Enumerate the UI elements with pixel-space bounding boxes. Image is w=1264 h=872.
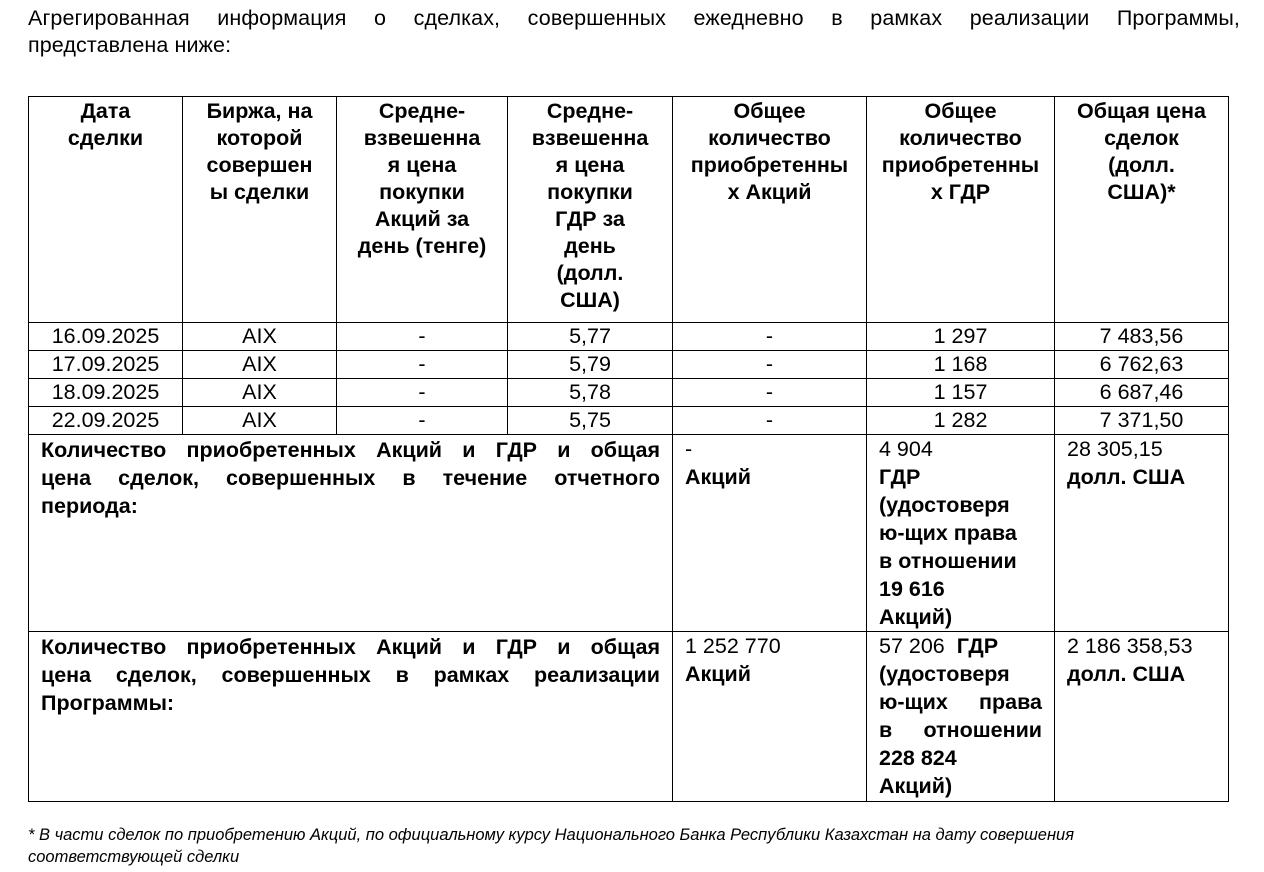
cell-avg-share-price: - (337, 379, 508, 407)
header-avg-share-price: Средне- взвешенна я цена покупки Акций за день (тенге) (337, 97, 508, 323)
program-summary-label: Количество приобретенных Акций и ГДР и общая цена сделок, совершенных в рамках реализации Программы: (29, 632, 673, 802)
table-header-row (29, 97, 1229, 323)
header-total-shares: Общее количество приобретенны х Акций (673, 97, 867, 323)
period-summary-shares: - Акций (673, 435, 867, 632)
cell-date: 22.09.2025 (29, 407, 183, 435)
cell-total-gdr: 1 168 (867, 351, 1055, 379)
cell-total-shares: - (673, 379, 867, 407)
cell-total-price: 7 371,50 (1055, 407, 1229, 435)
cell-exchange: AIX (183, 379, 337, 407)
header-total-price: Общая цена сделок (долл. США)* (1055, 97, 1229, 323)
deals-table (28, 96, 1229, 802)
cell-total-shares: - (673, 351, 867, 379)
cell-avg-gdr-price: 5,79 (508, 351, 673, 379)
table-row (29, 323, 1229, 351)
cell-total-gdr: 1 297 (867, 323, 1055, 351)
period-summary-total: 28 305,15 долл. США (1055, 435, 1229, 632)
header-exchange: Биржа, на которой совершен ы сделки (183, 97, 337, 323)
cell-total-price: 7 483,56 (1055, 323, 1229, 351)
header-avg-gdr-price: Средне- взвешенна я цена покупки ГДР за день (долл. США) (508, 97, 673, 323)
cell-total-shares: - (673, 407, 867, 435)
cell-avg-gdr-price: 5,78 (508, 379, 673, 407)
period-summary-gdr: 4 904 ГДР (удостоверя ю-щих права в отношении 19 616 Акций) (867, 435, 1055, 632)
intro-line-2: представлена ниже: (28, 33, 232, 57)
cell-total-gdr: 1 282 (867, 407, 1055, 435)
program-summary-shares: 1 252 770 Акций (673, 632, 867, 802)
header-total-gdr: Общее количество приобретенны х ГДР (867, 97, 1055, 323)
cell-avg-gdr-price: 5,75 (508, 407, 673, 435)
cell-avg-share-price: - (337, 407, 508, 435)
program-summary-gdr: 57 206 ГДР (удостоверя ю-щих права в отношении 228 824 Акций) (867, 632, 1055, 802)
header-date: Дата сделки (29, 97, 183, 323)
cell-date: 16.09.2025 (29, 323, 183, 351)
cell-exchange: AIX (183, 323, 337, 351)
program-summary-row (29, 632, 1229, 802)
table-row (29, 407, 1229, 435)
cell-date: 18.09.2025 (29, 379, 183, 407)
cell-avg-share-price: - (337, 351, 508, 379)
footnote-line-2: соответствующей сделки (28, 848, 240, 866)
table-row (29, 351, 1229, 379)
cell-avg-gdr-price: 5,77 (508, 323, 673, 351)
cell-avg-share-price: - (337, 323, 508, 351)
period-summary-row (29, 435, 1229, 632)
cell-total-price: 6 687,46 (1055, 379, 1229, 407)
intro-line-1: Агрегированная информация о сделках, совершенных ежедневно в рамках реализации Программы, (28, 6, 1240, 30)
cell-total-gdr: 1 157 (867, 379, 1055, 407)
cell-total-shares: - (673, 323, 867, 351)
table-row (29, 379, 1229, 407)
program-summary-total: 2 186 358,53 долл. США (1055, 632, 1229, 802)
period-summary-label: Количество приобретенных Акций и ГДР и общая цена сделок, совершенных в течение отчетного периода: (29, 435, 673, 632)
intro-paragraph (28, 5, 1240, 59)
cell-exchange: AIX (183, 351, 337, 379)
cell-exchange: AIX (183, 407, 337, 435)
cell-total-price: 6 762,63 (1055, 351, 1229, 379)
footnote-line-1: * В части сделок по приобретению Акций, по официальному курсу Национального Банка Республики Казахстан на дату совершения (28, 826, 1075, 844)
cell-date: 17.09.2025 (29, 351, 183, 379)
footnote (28, 824, 1248, 868)
